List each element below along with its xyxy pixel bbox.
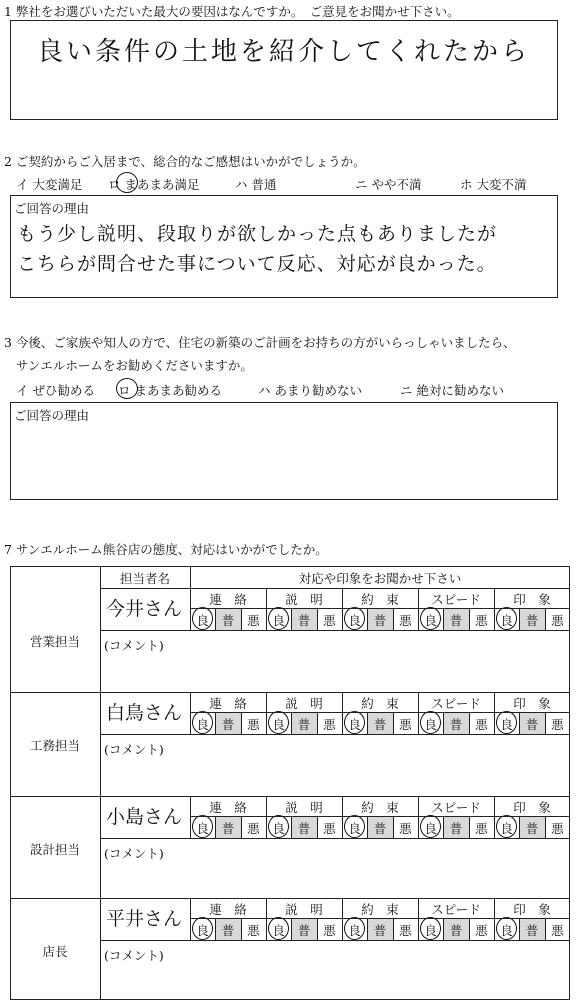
grade-option[interactable]: 悪 [247, 923, 260, 938]
role-label: 営業担当 [29, 633, 80, 649]
question-1: 1 弊社をお選びいただいた最大の要因はなんですか。 ご意見をお聞かせ下さい。 [4, 4, 460, 19]
grade-option[interactable]: 普 [449, 613, 463, 628]
category-label: スピード [431, 592, 481, 607]
grade-option[interactable]: 悪 [475, 923, 488, 938]
row-divider [100, 734, 570, 735]
block-divider [10, 692, 570, 693]
grade-option[interactable]: 良 [196, 923, 209, 938]
grade-option[interactable]: 良 [272, 923, 285, 938]
q2-option-5[interactable]: ホ 大変不満 [460, 177, 527, 192]
category-label: 連 絡 [209, 800, 247, 815]
grade-option[interactable]: 普 [449, 923, 463, 938]
selection-circle [116, 172, 138, 193]
grade-option[interactable]: 普 [221, 717, 235, 732]
row-divider [100, 630, 570, 631]
q3-option-3[interactable]: ハ あまり勧めない [258, 383, 362, 398]
selection-circle [420, 607, 441, 630]
grade-option[interactable]: 良 [424, 717, 437, 732]
role-label: 店長 [42, 943, 68, 959]
selection-circle [344, 607, 365, 630]
grade-option[interactable]: 良 [348, 613, 361, 628]
handwritten-answer-2b: こちらが問合せた事について反応、対応が良かった。 [17, 253, 497, 275]
selection-circle [268, 711, 289, 734]
selection-circle [268, 815, 289, 838]
grade-option[interactable]: 普 [525, 613, 539, 628]
selection-circle [192, 815, 213, 838]
grade-option[interactable]: 良 [348, 717, 361, 732]
grade-option[interactable]: 普 [525, 923, 539, 938]
comment-label: (コメント) [104, 638, 164, 653]
comment-label: (コメント) [104, 948, 164, 963]
category-label: スピード [431, 800, 481, 815]
answer-box-2[interactable] [10, 195, 558, 298]
category-label: 印 象 [513, 696, 551, 711]
handwritten-answer-2a: もう少し説明、段取りが欲しかった点もありましたが [17, 223, 498, 245]
grade-option[interactable]: 普 [373, 717, 387, 732]
selection-circle [192, 917, 213, 940]
handwritten-answer-1: 良い条件の土地を紹介してくれたから [37, 37, 531, 67]
block-divider [10, 796, 570, 797]
grade-option[interactable]: 良 [196, 613, 209, 628]
grade-option[interactable]: 良 [500, 717, 513, 732]
question-7: 7 サンエルホーム熊谷店の態度、対応はいかがでしたか。 [4, 542, 328, 557]
grade-option[interactable]: 普 [373, 923, 387, 938]
grade-option[interactable]: 悪 [323, 613, 336, 628]
category-label: スピード [431, 696, 481, 711]
grade-option[interactable]: 悪 [551, 821, 564, 836]
grade-option[interactable]: 悪 [551, 923, 564, 938]
category-label: 約 束 [361, 696, 399, 711]
grade-option[interactable]: 普 [297, 717, 311, 732]
q2-option-3[interactable]: ハ 普通 [235, 177, 277, 192]
grade-option[interactable]: 良 [424, 613, 437, 628]
grade-option[interactable]: 悪 [323, 821, 336, 836]
grade-option[interactable]: 普 [221, 613, 235, 628]
grade-option[interactable]: 普 [373, 613, 387, 628]
selection-circle [344, 711, 365, 734]
grade-option[interactable]: 悪 [323, 923, 336, 938]
reason-label-2: ご回答の理由 [14, 201, 90, 216]
category-label: 説 明 [285, 800, 323, 815]
grade-option[interactable]: 悪 [551, 613, 564, 628]
comment-label: (コメント) [104, 742, 164, 757]
category-label: 説 明 [285, 592, 323, 607]
grade-option[interactable]: 普 [297, 821, 311, 836]
reason-label-3: ご回答の理由 [14, 408, 90, 423]
selection-circle [268, 917, 289, 940]
category-label: 約 束 [361, 592, 399, 607]
column-divider [100, 566, 101, 1000]
category-label: 説 明 [285, 696, 323, 711]
grade-option[interactable]: 悪 [475, 717, 488, 732]
grade-option[interactable]: 良 [348, 923, 361, 938]
q3-option-1[interactable]: イ ぜひ勧める [16, 383, 95, 398]
grade-option[interactable]: 悪 [551, 717, 564, 732]
grade-option[interactable]: 悪 [399, 923, 412, 938]
q3-option-4[interactable]: ニ 絶対に勧めない [400, 383, 504, 398]
category-label: 連 絡 [209, 696, 247, 711]
grade-option[interactable]: 良 [196, 717, 209, 732]
selection-circle [420, 917, 441, 940]
role-label: 設計担当 [29, 841, 80, 857]
grade-option[interactable]: 良 [500, 923, 513, 938]
selection-circle [344, 815, 365, 838]
category-label: 印 象 [513, 592, 551, 607]
selection-circle [344, 917, 365, 940]
category-label: スピード [431, 902, 481, 917]
row-divider [100, 940, 570, 941]
category-label: 印 象 [513, 902, 551, 917]
row-divider [100, 588, 570, 589]
grade-option[interactable]: 普 [525, 717, 539, 732]
grade-option[interactable]: 普 [373, 821, 387, 836]
grade-option[interactable]: 普 [449, 717, 463, 732]
role-label: 工務担当 [29, 737, 80, 753]
category-label: 印 象 [513, 800, 551, 815]
grade-option[interactable]: 普 [449, 821, 463, 836]
selection-circle [496, 917, 517, 940]
grade-option[interactable]: 良 [348, 821, 361, 836]
grade-option[interactable]: 悪 [399, 717, 412, 732]
grade-option[interactable]: 良 [272, 821, 285, 836]
selection-circle [496, 711, 517, 734]
staff-name[interactable]: 白鳥さん [106, 702, 183, 724]
grade-option[interactable]: 悪 [247, 717, 260, 732]
selection-circle [496, 607, 517, 630]
q3-option-2[interactable]: ロ まあまあ勧める [118, 383, 222, 398]
selection-circle [496, 815, 517, 838]
answer-box-3[interactable] [10, 402, 558, 500]
selection-circle [116, 378, 138, 399]
question-3-line1: 3 今後、ご家族や知人の方で、住宅の新築のご計画をお持ちの方がいらっしゃいましたら、 [4, 335, 516, 350]
grade-option[interactable]: 悪 [247, 613, 260, 628]
grade-option[interactable]: 普 [221, 821, 235, 836]
grade-option[interactable]: 悪 [247, 821, 260, 836]
question-3-line2: サンエルホームをお勧めくださいますか。 [16, 358, 253, 373]
row-divider [100, 838, 570, 839]
grade-option[interactable]: 良 [424, 821, 437, 836]
category-label: 約 束 [361, 902, 399, 917]
grade-option[interactable]: 悪 [399, 821, 412, 836]
grade-option[interactable]: 悪 [475, 613, 488, 628]
staff-name[interactable]: 今井さん [106, 598, 183, 620]
grade-option[interactable]: 良 [500, 613, 513, 628]
grade-option[interactable]: 良 [424, 923, 437, 938]
selection-circle [268, 607, 289, 630]
category-label: 連 絡 [209, 592, 247, 607]
comment-label: (コメント) [104, 846, 164, 861]
staff-name[interactable]: 小島さん [106, 806, 183, 828]
grade-option[interactable]: 普 [221, 923, 235, 938]
grade-option[interactable]: 普 [297, 923, 311, 938]
grade-option[interactable]: 普 [297, 613, 311, 628]
grade-option[interactable]: 悪 [323, 717, 336, 732]
q2-option-2[interactable]: ロ まあまあ満足 [108, 177, 200, 192]
category-label: 約 束 [361, 800, 399, 815]
staff-name[interactable]: 平井さん [106, 908, 183, 930]
grade-option[interactable]: 悪 [399, 613, 412, 628]
grade-option[interactable]: 良 [196, 821, 209, 836]
block-divider [10, 898, 570, 899]
answer-box-1[interactable] [10, 20, 558, 120]
q2-option-1[interactable]: イ 大変満足 [16, 177, 83, 192]
question-2: 2 ご契約からご入居まで、総合的なご感想はいかがでしょうか。 [4, 154, 366, 169]
grade-option[interactable]: 良 [272, 717, 285, 732]
grade-option[interactable]: 普 [525, 821, 539, 836]
selection-circle [192, 711, 213, 734]
category-label: 連 絡 [209, 902, 247, 917]
grade-option[interactable]: 悪 [475, 821, 488, 836]
category-label: 説 明 [285, 902, 323, 917]
grade-option[interactable]: 良 [500, 821, 513, 836]
q2-option-4[interactable]: ニ やや不満 [355, 177, 422, 192]
selection-circle [192, 607, 213, 630]
header-staff-name: 担当者名 [119, 571, 170, 586]
selection-circle [420, 815, 441, 838]
grade-option[interactable]: 良 [272, 613, 285, 628]
header-impression: 対応や印象をお聞かせ下さい [298, 571, 462, 586]
selection-circle [420, 711, 441, 734]
